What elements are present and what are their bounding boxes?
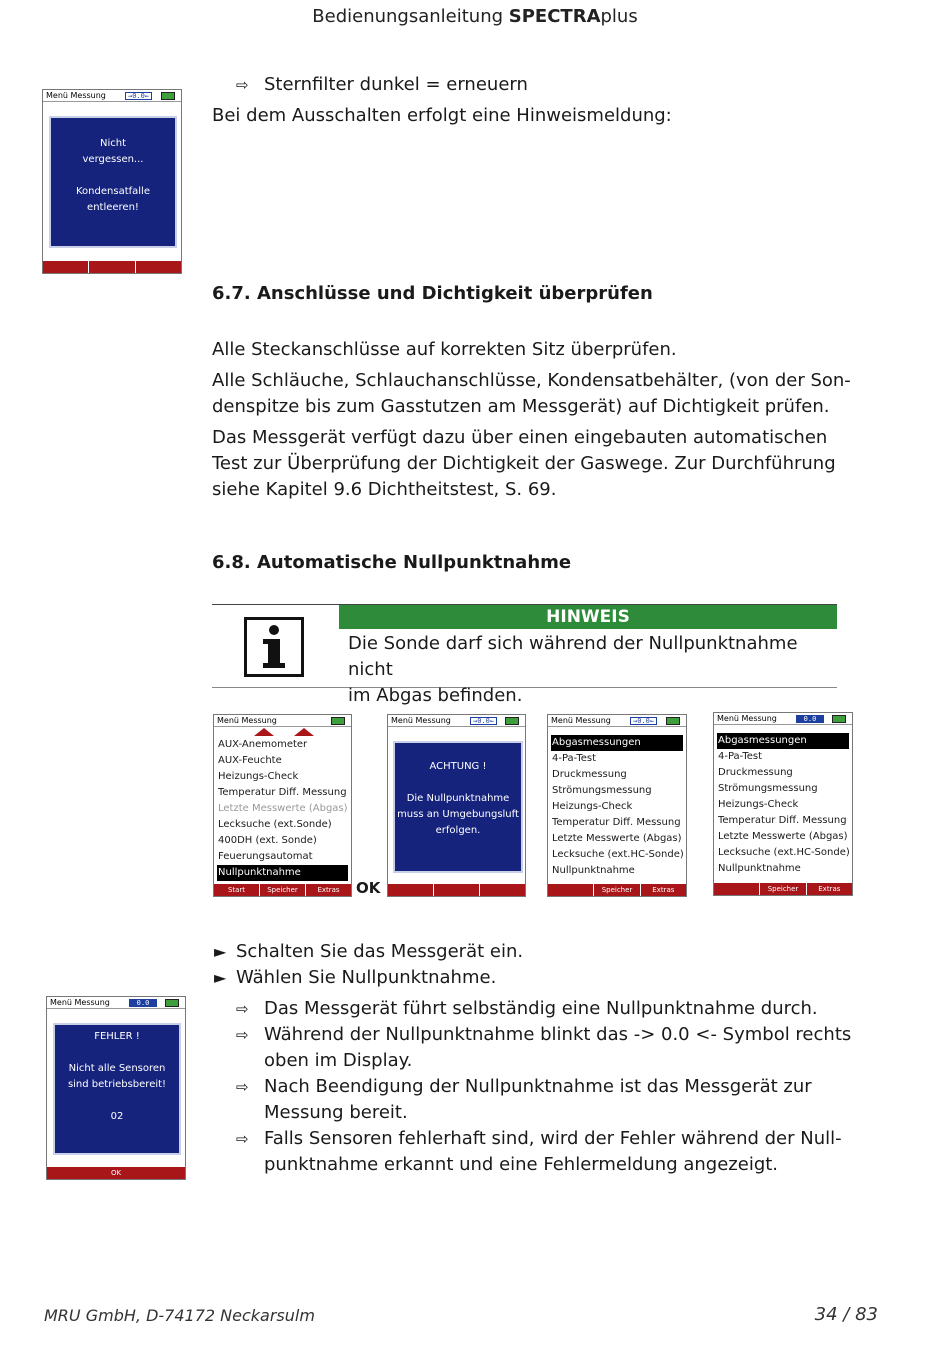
list-item: Heizungs-Check <box>552 801 633 812</box>
zero-indicator: →0.0← <box>470 717 497 725</box>
zero-indicator: 0.0 <box>129 999 157 1007</box>
header-brand-suffix: plus <box>600 6 638 27</box>
result-2: ⇨ Während der Nullpunktnahme blinkt das -> 0.0 <- Symbol rechts <box>236 1022 851 1048</box>
battery-icon <box>331 717 345 725</box>
zero-indicator: 0.0 <box>796 715 824 723</box>
footer-company: MRU GmbH, D-74172 Neckarsulm <box>44 1306 315 1325</box>
list-item-selected: Nullpunktnahme <box>217 865 348 881</box>
page-header <box>0 6 950 27</box>
list-item: Lecksuche (ext.HC-Sonde) <box>552 849 684 860</box>
intro-bullet: ⇨ Sternfilter dunkel = erneuern <box>236 72 528 98</box>
action-step-2: ► Wählen Sie Nullpunktnahme. <box>214 965 496 991</box>
device-screen-menu-3 <box>713 712 853 896</box>
list-item: Feuerungsautomat <box>218 851 313 862</box>
list-item: Temperatur Diff. Messung <box>552 817 681 828</box>
list-item: 4-Pa-Test <box>718 751 763 762</box>
hinweis-box <box>212 604 837 706</box>
list-item: 400DH (ext. Sonde) <box>218 835 317 846</box>
list-item: 4-Pa-Test <box>552 753 597 764</box>
list-item: Druckmessung <box>718 767 793 778</box>
list-item-selected: Abgasmessungen <box>717 733 849 749</box>
list-item: Temperatur Diff. Messung <box>718 815 847 826</box>
device-screen-menu-2 <box>547 714 687 897</box>
para-3a: Das Messgerät verfügt dazu über einen eingebauten automatischen <box>212 427 828 448</box>
status-bar: Menü Messung <box>214 715 351 727</box>
para-3c: siehe Kapitel 9.6 Dichtheitstest, S. 69. <box>212 479 557 500</box>
hinweis-text: Die Sonde darf sich während der Nullpunktnahme nicht im Abgas befinden. <box>348 633 798 706</box>
status-bar: Menü Messung <box>388 715 525 727</box>
error-popup: FEHLER ! Nicht alle Sensoren sind betriebsbereit! 02 <box>53 1023 181 1155</box>
para-2b: denspitze bis zum Gasstutzen am Messgerät) auf Dichtigkeit prüfen. <box>212 396 830 417</box>
result-3: ⇨ Nach Beendigung der Nullpunktnahme ist das Messgerät zur <box>236 1074 812 1100</box>
header-brand: SPECTRA <box>508 6 601 27</box>
reminder-popup: Nicht vergessen... Kondensatfalle entleeren! <box>49 116 177 248</box>
list-item: Lecksuche (ext.HC-Sonde) <box>718 847 850 858</box>
softkey-bar: Speicher Extras <box>548 884 686 896</box>
para-2a: Alle Schläuche, Schlauchanschlüsse, Kondensatbehälter, (von der Son- <box>212 370 851 391</box>
result-2-cont: oben im Display. <box>264 1050 413 1071</box>
list-item: Temperatur Diff. Messung <box>218 787 347 798</box>
result-4-cont: punktnahme erkannt und eine Fehlermeldung angezeigt. <box>264 1154 779 1175</box>
status-bar: Menü Messung <box>47 997 185 1009</box>
device-screen-attention <box>387 714 526 897</box>
attention-popup: ACHTUNG ! Die Nullpunktnahme muss an Umgebungsluft erfolgen. <box>393 741 523 873</box>
section-title-6-8: 6.8. Automatische Nullpunktnahme <box>212 552 572 573</box>
status-bar: Menü Messung <box>43 90 181 102</box>
play-arrow-icon: ► <box>214 968 227 987</box>
list-item: Druckmessung <box>552 769 627 780</box>
para-1: Alle Steckanschlüsse auf korrekten Sitz überprüfen. <box>212 339 677 360</box>
softkey-bar: Start Speicher Extras <box>214 884 351 896</box>
arrow-icon: ⇨ <box>236 1000 249 1018</box>
softkey-bar <box>43 261 181 273</box>
arrow-icon: ⇨ <box>236 76 249 94</box>
status-bar: Menü Messung <box>714 713 852 725</box>
list-item: Strömungsmessung <box>718 783 818 794</box>
arrow-icon: ⇨ <box>236 1026 249 1044</box>
device-screen-menu-1 <box>213 714 352 897</box>
menu-list <box>217 737 348 881</box>
battery-icon <box>165 999 179 1007</box>
section-title-6-7: 6.7. Anschlüsse und Dichtigkeit überprüfen <box>212 283 653 304</box>
ok-label: OK <box>356 879 381 897</box>
list-item: Heizungs-Check <box>218 771 299 782</box>
list-item: Letzte Messwerte (Abgas) <box>218 803 348 814</box>
list-item: AUX-Feuchte <box>218 755 282 766</box>
zero-indicator: →0.0← <box>630 717 657 725</box>
scroll-up-icon <box>254 728 314 736</box>
zero-indicator: →0.0← <box>125 92 152 100</box>
list-item: Lecksuche (ext.Sonde) <box>218 819 332 830</box>
arrow-icon: ⇨ <box>236 1078 249 1096</box>
list-item: Heizungs-Check <box>718 799 799 810</box>
softkey-bar: Speicher Extras <box>714 883 852 895</box>
list-item: Nullpunktnahme <box>718 863 801 874</box>
intro-line: Bei dem Ausschalten erfolgt eine Hinweismeldung: <box>212 105 672 126</box>
menu-list <box>551 735 683 879</box>
device-screen-error <box>46 996 186 1180</box>
result-4: ⇨ Falls Sensoren fehlerhaft sind, wird der Fehler während der Null- <box>236 1126 842 1152</box>
battery-icon <box>832 715 846 723</box>
softkey-bar: OK <box>47 1167 185 1179</box>
action-step-1: ► Schalten Sie das Messgerät ein. <box>214 939 523 965</box>
menu-list <box>717 733 849 877</box>
arrow-icon: ⇨ <box>236 1130 249 1148</box>
header-text: Bedienungsanleitung <box>312 6 509 27</box>
battery-icon <box>161 92 175 100</box>
list-item: Strömungsmessung <box>552 785 652 796</box>
list-item-selected: Abgasmessungen <box>551 735 683 751</box>
device-screen-hint <box>42 89 182 274</box>
para-3b: Test zur Überprüfung der Dichtigkeit der Gaswege. Zur Durchführung <box>212 453 836 474</box>
result-3-cont: Messung bereit. <box>264 1102 408 1123</box>
hinweis-label: HINWEIS <box>339 605 837 629</box>
list-item: AUX-Anemometer <box>218 739 308 750</box>
status-bar: Menü Messung <box>548 715 686 727</box>
result-1: ⇨ Das Messgerät führt selbständig eine Nullpunktnahme durch. <box>236 996 818 1022</box>
page-number: 34 / 83 <box>814 1304 878 1325</box>
list-item: Letzte Messwerte (Abgas) <box>552 833 682 844</box>
info-icon <box>244 617 304 677</box>
list-item: Nullpunktnahme <box>552 865 635 876</box>
list-item: Letzte Messwerte (Abgas) <box>718 831 848 842</box>
play-arrow-icon: ► <box>214 942 227 961</box>
battery-icon <box>505 717 519 725</box>
softkey-bar <box>388 884 525 896</box>
battery-icon <box>666 717 680 725</box>
